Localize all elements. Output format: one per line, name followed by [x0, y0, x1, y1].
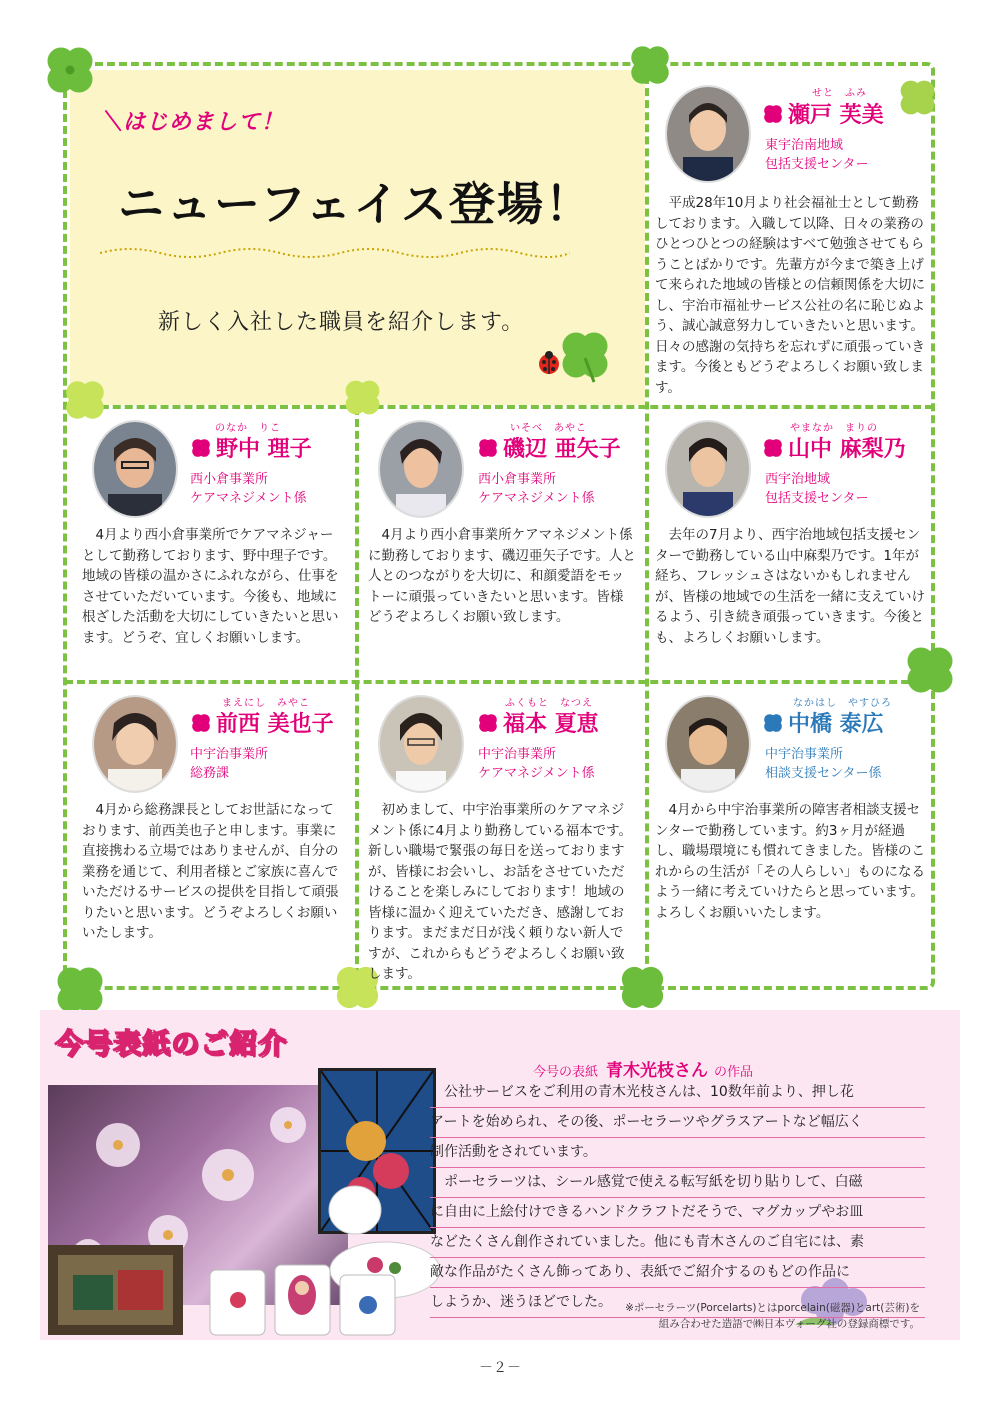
clover-icon [40, 40, 100, 100]
staff-name: 野中 理子 [190, 432, 312, 463]
divider-col-right [645, 64, 649, 988]
divider-row-2 [65, 680, 933, 684]
name-reading: ふくもと なつえ [505, 698, 593, 709]
clover-icon [340, 375, 385, 420]
staff-dept: 中宇治事業所 相談支援センター係 [765, 747, 882, 781]
hero-hello: ＼はじめまして！ [100, 110, 285, 135]
name-reading: やまなか まりの [790, 423, 878, 434]
cover-line: ポーセラーツは、シール感覚で使える転写紙を切り貼りして、白磁 [430, 1168, 925, 1198]
clover-icon [60, 375, 110, 425]
name-reading: のなか りこ [215, 423, 281, 434]
staff-dept: 西小倉事業所 ケアマネジメント係 [478, 472, 595, 506]
avatar [92, 695, 178, 793]
cover-line: アートを始められ、その後、ポーセラーツやグラスアートなど幅広く [430, 1108, 925, 1138]
avatar [665, 420, 751, 518]
mugs-photo [200, 1250, 430, 1340]
name-reading: なかはし やすひろ [793, 698, 892, 709]
staff-intro: 去年の7月より、西宇治地域包括支援センターで勤務している山中麻梨乃です。1年が経ち、フレッシュさはないかもしれませんが、皆様の地域での生活を一緒に支えていけるよう、引き続き頑張っていきます。今後とも、よろしくお願いします。 [655, 527, 925, 646]
cover-line: などたくさん創作されていました。他にも青木さんのご自宅には、素 [430, 1228, 925, 1258]
dotted-wave [100, 245, 570, 261]
staff-dept: 東宇治南地域 包括支援センター [765, 138, 869, 172]
staff-dept: 西宇治地域 包括支援センター [765, 472, 869, 506]
cover-line: に自由に上絵付けできるハンドクラフトだそうで、マグカップやお皿 [430, 1198, 925, 1228]
staff-name: 福本 夏恵 [477, 707, 599, 738]
cover-description [430, 1078, 925, 1318]
flower-icon [477, 712, 499, 734]
name-reading: せと ふみ [812, 88, 867, 99]
name-reading: まえにし みやこ [222, 698, 310, 709]
staff-dept: 中宇治事業所 総務課 [190, 747, 269, 781]
staff-name: 中橋 泰広 [762, 707, 884, 738]
flower-icon [190, 437, 212, 459]
staff-intro: 4月より西小倉事業所ケアマネジメント係に勤務しております、磯辺亜矢子です。人と人とのつながりを大切に、和顔愛語をモットーに頑張っていきたいと思います。皆様どうぞよろしくお願い致します。 [368, 527, 636, 625]
divider-row-1 [65, 405, 933, 409]
flower-icon [762, 712, 784, 734]
staff-name: 瀬戸 芙美 [762, 98, 884, 129]
flower-icon [762, 437, 784, 459]
avatar [92, 420, 178, 518]
staff-intro: 4月から中宇治事業所の障害者相談支援センターで勤務しています。約3ヶ月が経過し、職場環境にも慣れてきました。皆様のこれからの生活が「その人らしい」ものになるよう一緒に考えていけたらと思っています。よろしくお願いいたします。 [655, 802, 925, 921]
staff-intro: 4月より西小倉事業所でケアマネジャーとして勤務しております、野中理子です。地域の皆様の温かさにふれながら、仕事をさせていただいています。今後も、地域に根ざした活動を大切にしていきたいと思います。どうぞ、宜しくお願いします。 [82, 527, 339, 646]
clover-icon [895, 75, 940, 120]
staff-dept: 西小倉事業所 ケアマネジメント係 [190, 472, 307, 506]
page-title: ニューフェイス登場！ [118, 177, 593, 231]
clover-icon [900, 640, 960, 700]
hero-subtitle: 新しく入社した職員を紹介します。 [158, 310, 525, 335]
staff-intro: 4月から総務課長としてお世話になっております、前西美也子と申します。事業に直接携わる立場ではありませんが、自分の業務を通じて、利用者様とご家族に喜んでいただけるサービスの提供を目指して頑張りたいと思います。どうぞよろしくお願いいたします。 [82, 802, 339, 941]
cover-caption: 今号の表紙 青木光枝さん の作品 [533, 1061, 754, 1081]
page-number: －２－ [479, 1360, 521, 1376]
staff-intro: 初めまして、中宇治事業所のケアマネジメント係に4月より勤務している福本です。新しい職場で緊張の毎日を送っておりますが、皆様にお会いし、お話をさせていただけることを楽しみにしております！地域の皆様に温かく迎えていただき、感謝しております。まだまだ日が浅く頼りない新人ですが、これからもどうぞよろしくお願い致します。 [368, 802, 633, 982]
clover-icon [555, 325, 615, 385]
flower-icon [762, 103, 784, 125]
flower-icon [477, 437, 499, 459]
staff-name: 山中 麻梨乃 [762, 432, 906, 463]
cover-banner: 今号表紙のご紹介 [55, 1027, 288, 1060]
flower-icon [190, 712, 212, 734]
staff-name: 前西 美也子 [190, 707, 334, 738]
avatar [378, 695, 464, 793]
avatar [665, 85, 751, 183]
cover-line: 制作活動をされています。 [430, 1138, 925, 1168]
avatar [378, 420, 464, 518]
cover-line: 敵な作品がたくさん飾ってあり、表紙でご紹介するのもどの作品に [430, 1258, 925, 1288]
staff-name: 磯辺 亜矢子 [477, 432, 621, 463]
name-reading: いそべ あやこ [510, 423, 587, 434]
staff-dept: 中宇治事業所 ケアマネジメント係 [478, 747, 595, 781]
divider-col-left [355, 407, 359, 988]
porcelarts-note: ※ポーセラーツ(Porcelarts)とはporcelain(磁器)とart(芸術)を 組み合わせた造語で㈱日本ヴォーグ社の登録商標です。 [625, 1302, 920, 1330]
staff-intro: 平成28年10月より社会福祉士として勤務しております。入職して以降、日々の業務のひとつひとつの経験はすべて勉強させてもらうことばかりです。先輩方が今まで築き上げて来られた地域の皆様との信頼関係を大切にし、宇治市福祉サービス公社の名に恥じぬよう、誠心誠意努力していきたいと思います。日々の感謝の気持ちを忘れずに頑張っていきます。今後ともどうぞよろしくお願い致します。 [655, 195, 925, 396]
ladybug-icon [536, 350, 562, 376]
avatar [665, 695, 751, 793]
cover-line: 公社サービスをご利用の青木光枝さんは、10数年前より、押し花 [430, 1078, 925, 1108]
cover-line: しようか、迷うほどでした。 [430, 1288, 925, 1318]
clover-icon [625, 40, 675, 90]
collage-art [48, 1245, 183, 1335]
